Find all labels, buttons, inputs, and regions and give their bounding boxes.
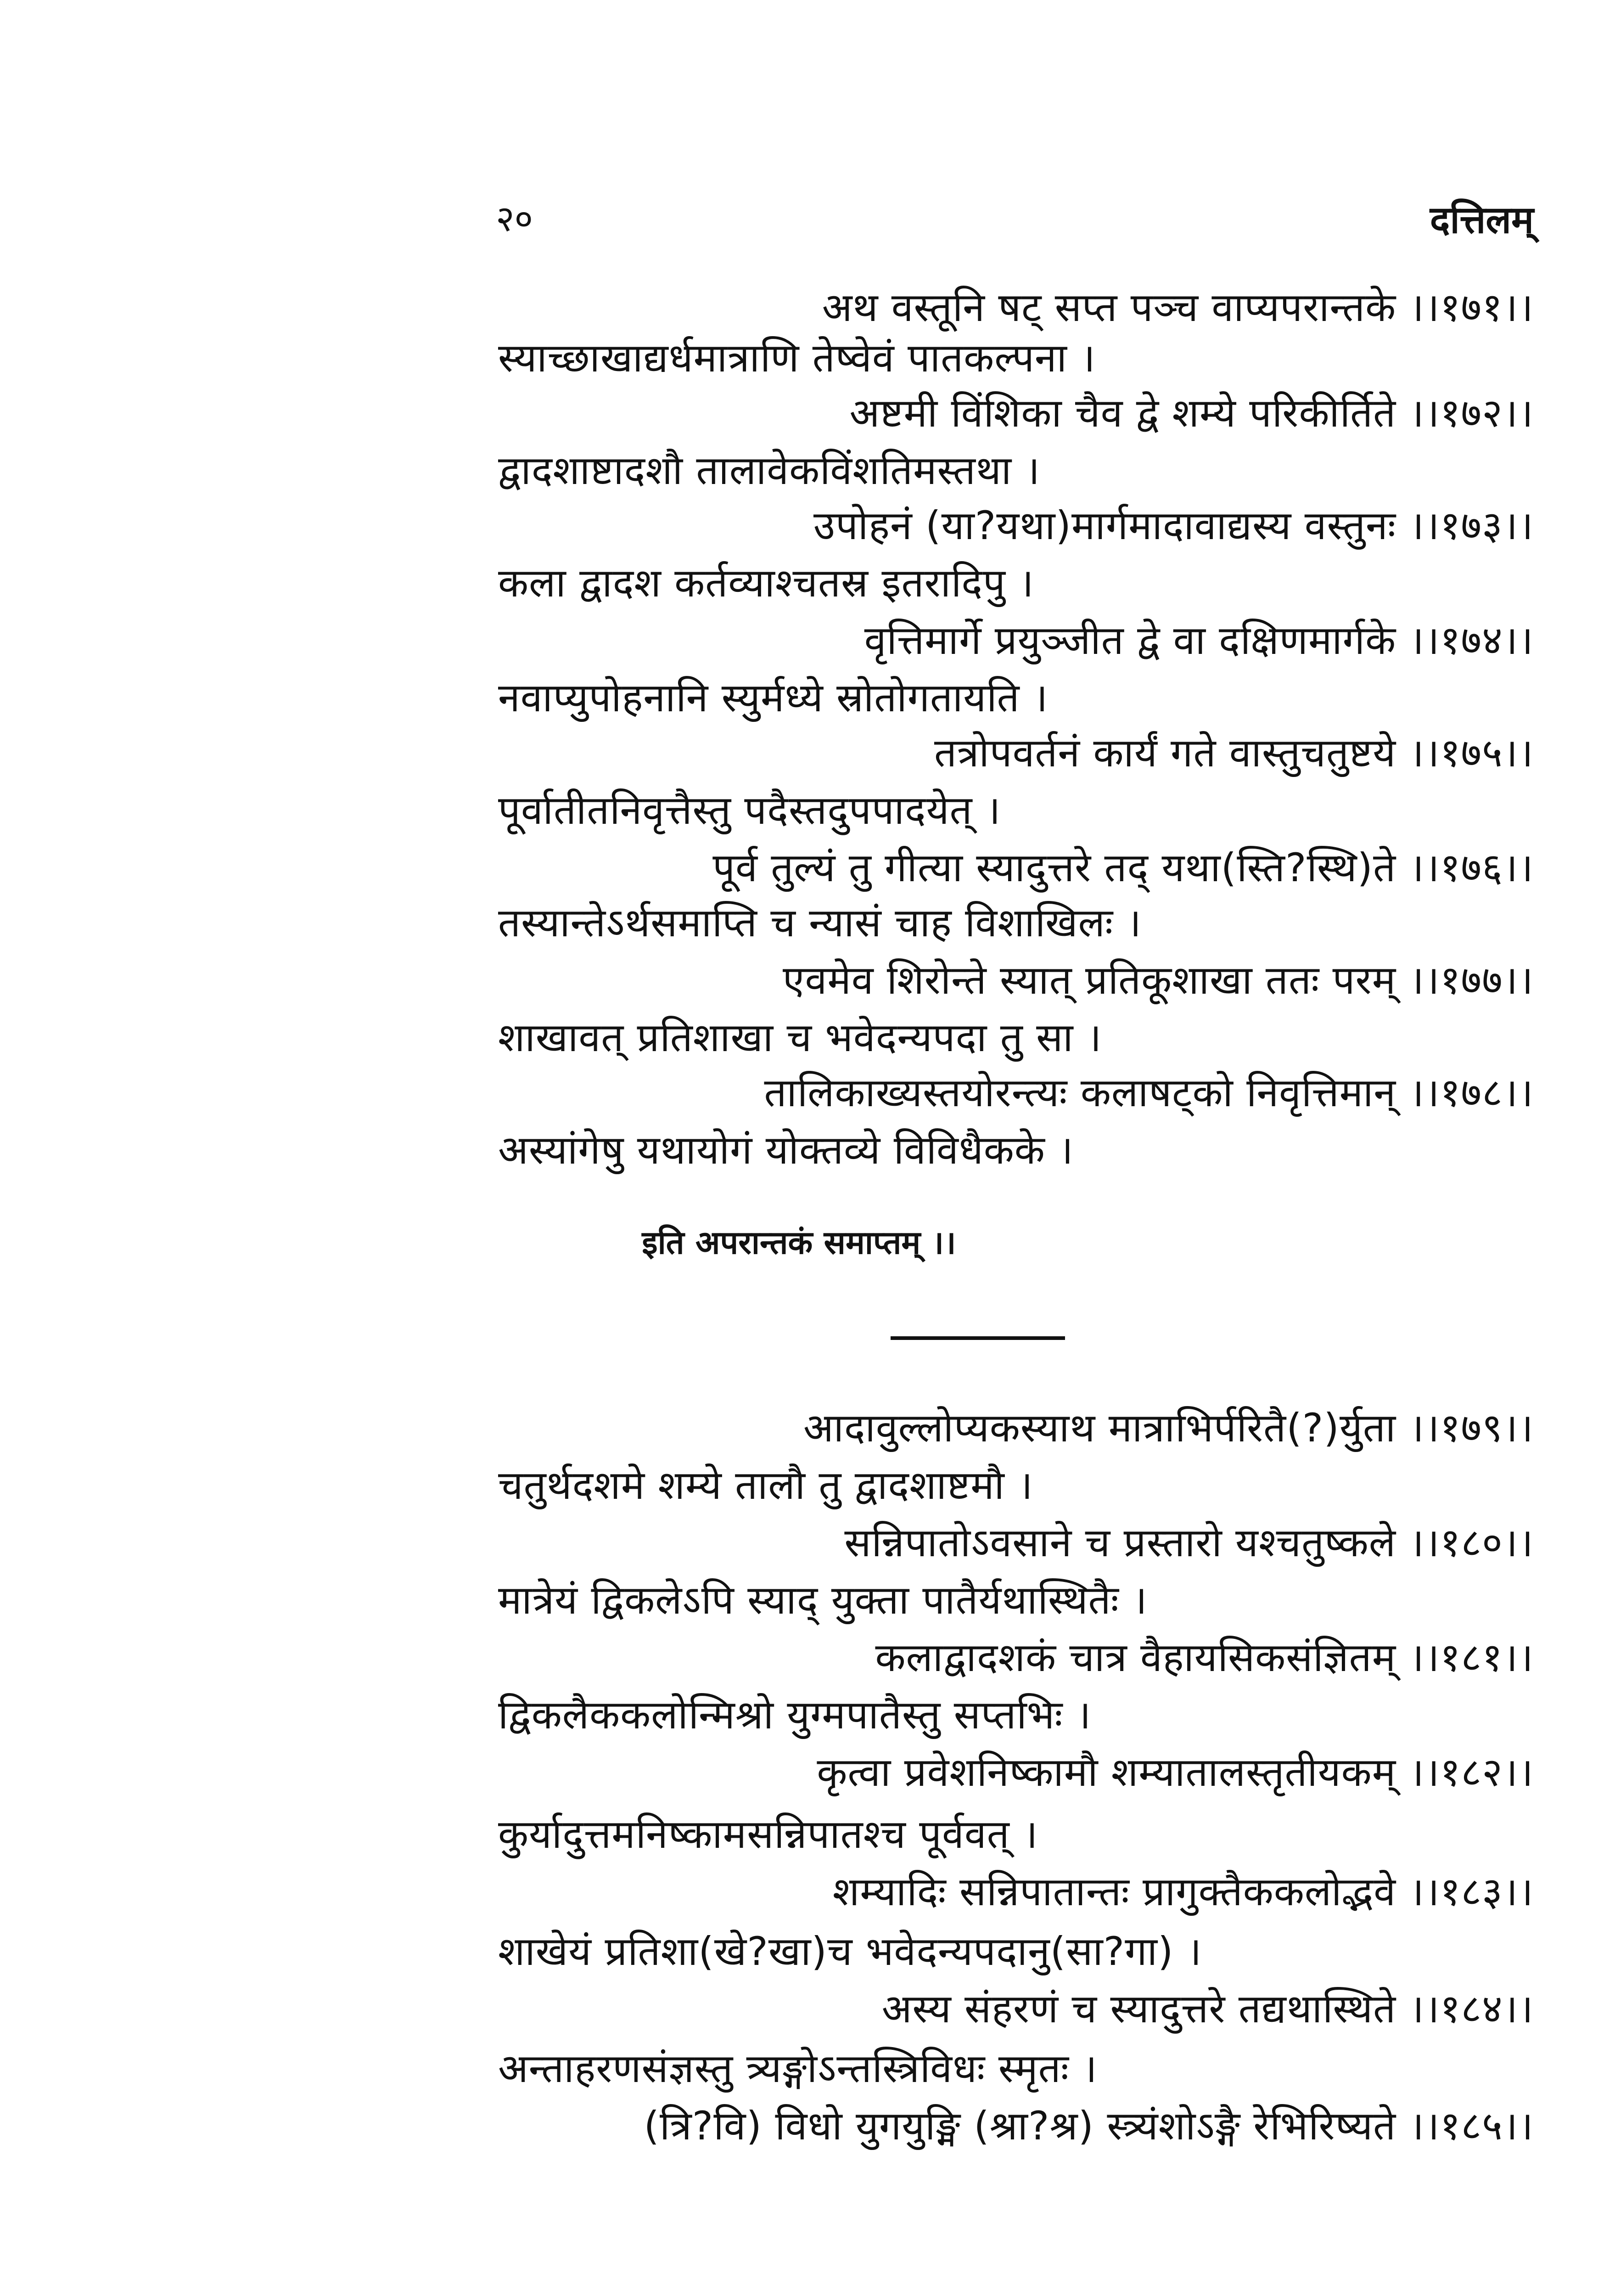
verse-line: तस्यान्तेऽर्थसमाप्ति च न्यासं चाह विशाखिलः ।	[498, 900, 1142, 946]
page-number: २०	[496, 198, 533, 240]
verse-line: तालिकाख्यस्तयोरन्त्यः कलाषट्को निवृत्तिमान् ।।१७८।।	[764, 1070, 1534, 1116]
verse-line: (त्रि?वि) विधो युगयुङ्मि (श्रा?श्र) स्त्र्यंशोऽङ्गै रेभिरिष्यते ।।१८५।।	[644, 2103, 1534, 2149]
verse-line: शम्यादिः सन्निपातान्तः प्रागुक्तैककलोद्भवे ।।१८३।।	[832, 1869, 1534, 1915]
verse-line: द्विकलैककलोन्मिश्रो युग्मपातैस्तु सप्तभिः ।	[498, 1692, 1092, 1738]
running-title: दत्तिलम्	[1430, 198, 1534, 242]
verse-line: तत्रोपवर्तनं कार्यं गते वास्तुचतुष्टये ।।१७५।।	[934, 730, 1534, 776]
verse-line: अस्य संहरणं च स्यादुत्तरे तद्यथास्थिते ।।१८४।।	[881, 1986, 1534, 2032]
verse-line: कृत्वा प्रवेशनिष्कामौ शम्यातालस्तृतीयकम् ।।१८२।।	[817, 1750, 1534, 1795]
section-colophon: इति अपरान्तकं समाप्तम् ।।	[642, 1224, 956, 1261]
verse-line: अथ वस्तूनि षट् सप्त पञ्च वाप्यपरान्तके ।।१७१।।	[822, 285, 1534, 331]
verse-line: शाखावत् प्रतिशाखा च भवेदन्यपदा तु सा ।	[498, 1015, 1102, 1061]
verse-line: स्याच्छाखाद्यर्धमात्राणि तेष्वेवं पातकल्पना ।	[498, 335, 1096, 381]
verse-line: कुर्यादुत्तमनिष्कामसन्निपातश्च पूर्ववत् ।	[498, 1812, 1038, 1857]
verse-line: वृत्तिमार्गे प्रयुञ्जीत द्वे वा दक्षिणमार्गके ।।१७४।।	[864, 618, 1534, 664]
section-divider	[891, 1336, 1065, 1340]
verse-line: शाखेयं प्रतिशा(खे?खा)च भवेदन्यपदानु(सा?गा) ।	[498, 1929, 1202, 1975]
verse-line: कला द्वादश कर्तव्याश्चतस्र इतरादिपु ।	[498, 560, 1034, 606]
verse-line: अन्ताहरणसंज्ञस्तु त्र्यङ्गोऽन्तस्त्रिविधः स्मृतः ।	[498, 2046, 1098, 2092]
verse-line: सन्निपातोऽवसाने च प्रस्तारो यश्चतुष्कले ।।१८०।।	[844, 1520, 1534, 1566]
verse-line: द्वादशाष्टादशौ तालावेकविंशतिमस्तथा ।	[498, 448, 1041, 494]
verse-line: पूर्वातीतनिवृत्तैस्तु पदैस्तदुपपादयेत् ।	[498, 788, 1001, 833]
verse-line: आदावुल्लोप्यकस्याथ मात्राभिर्परितै(?)र्युता ।।१७९।।	[803, 1405, 1534, 1451]
verse-line: उपोहनं (या?यथा)मार्गमादावाद्यस्य वस्तुनः ।।१७३।।	[813, 503, 1534, 549]
verse-line: अष्टमी विंशिका चैव द्वे शम्ये परिकीर्तिते ।।१७२।।	[849, 390, 1534, 436]
verse-line: मात्रेयं द्विकलेऽपि स्याद् युक्ता पातैर्यथास्थितैः ।	[498, 1577, 1148, 1623]
verse-line: अस्यांगेषु यथायोगं योक्तव्ये विविधैकके ।	[498, 1127, 1074, 1173]
verse-line: कलाद्वादशकं चात्र वैहायसिकसंज्ञितम् ।।१८१।।	[875, 1635, 1534, 1681]
verse-line: पूर्व तुल्यं तु गीत्या स्यादुत्तरे तद् यथा(स्ति?स्थि)ते ।।१७६।।	[712, 845, 1534, 891]
verse-line: नवाप्युपोहनानि स्युर्मध्ये स्रोतोगतायति ।	[498, 675, 1049, 721]
verse-line: एवमेव शिरोन्ते स्यात् प्रतिकूशाखा ततः परम् ।।१७७।।	[782, 957, 1534, 1003]
verse-line: चतुर्थदशमे शम्ये तालौ तु द्वादशाष्टमौ ।	[498, 1463, 1033, 1508]
